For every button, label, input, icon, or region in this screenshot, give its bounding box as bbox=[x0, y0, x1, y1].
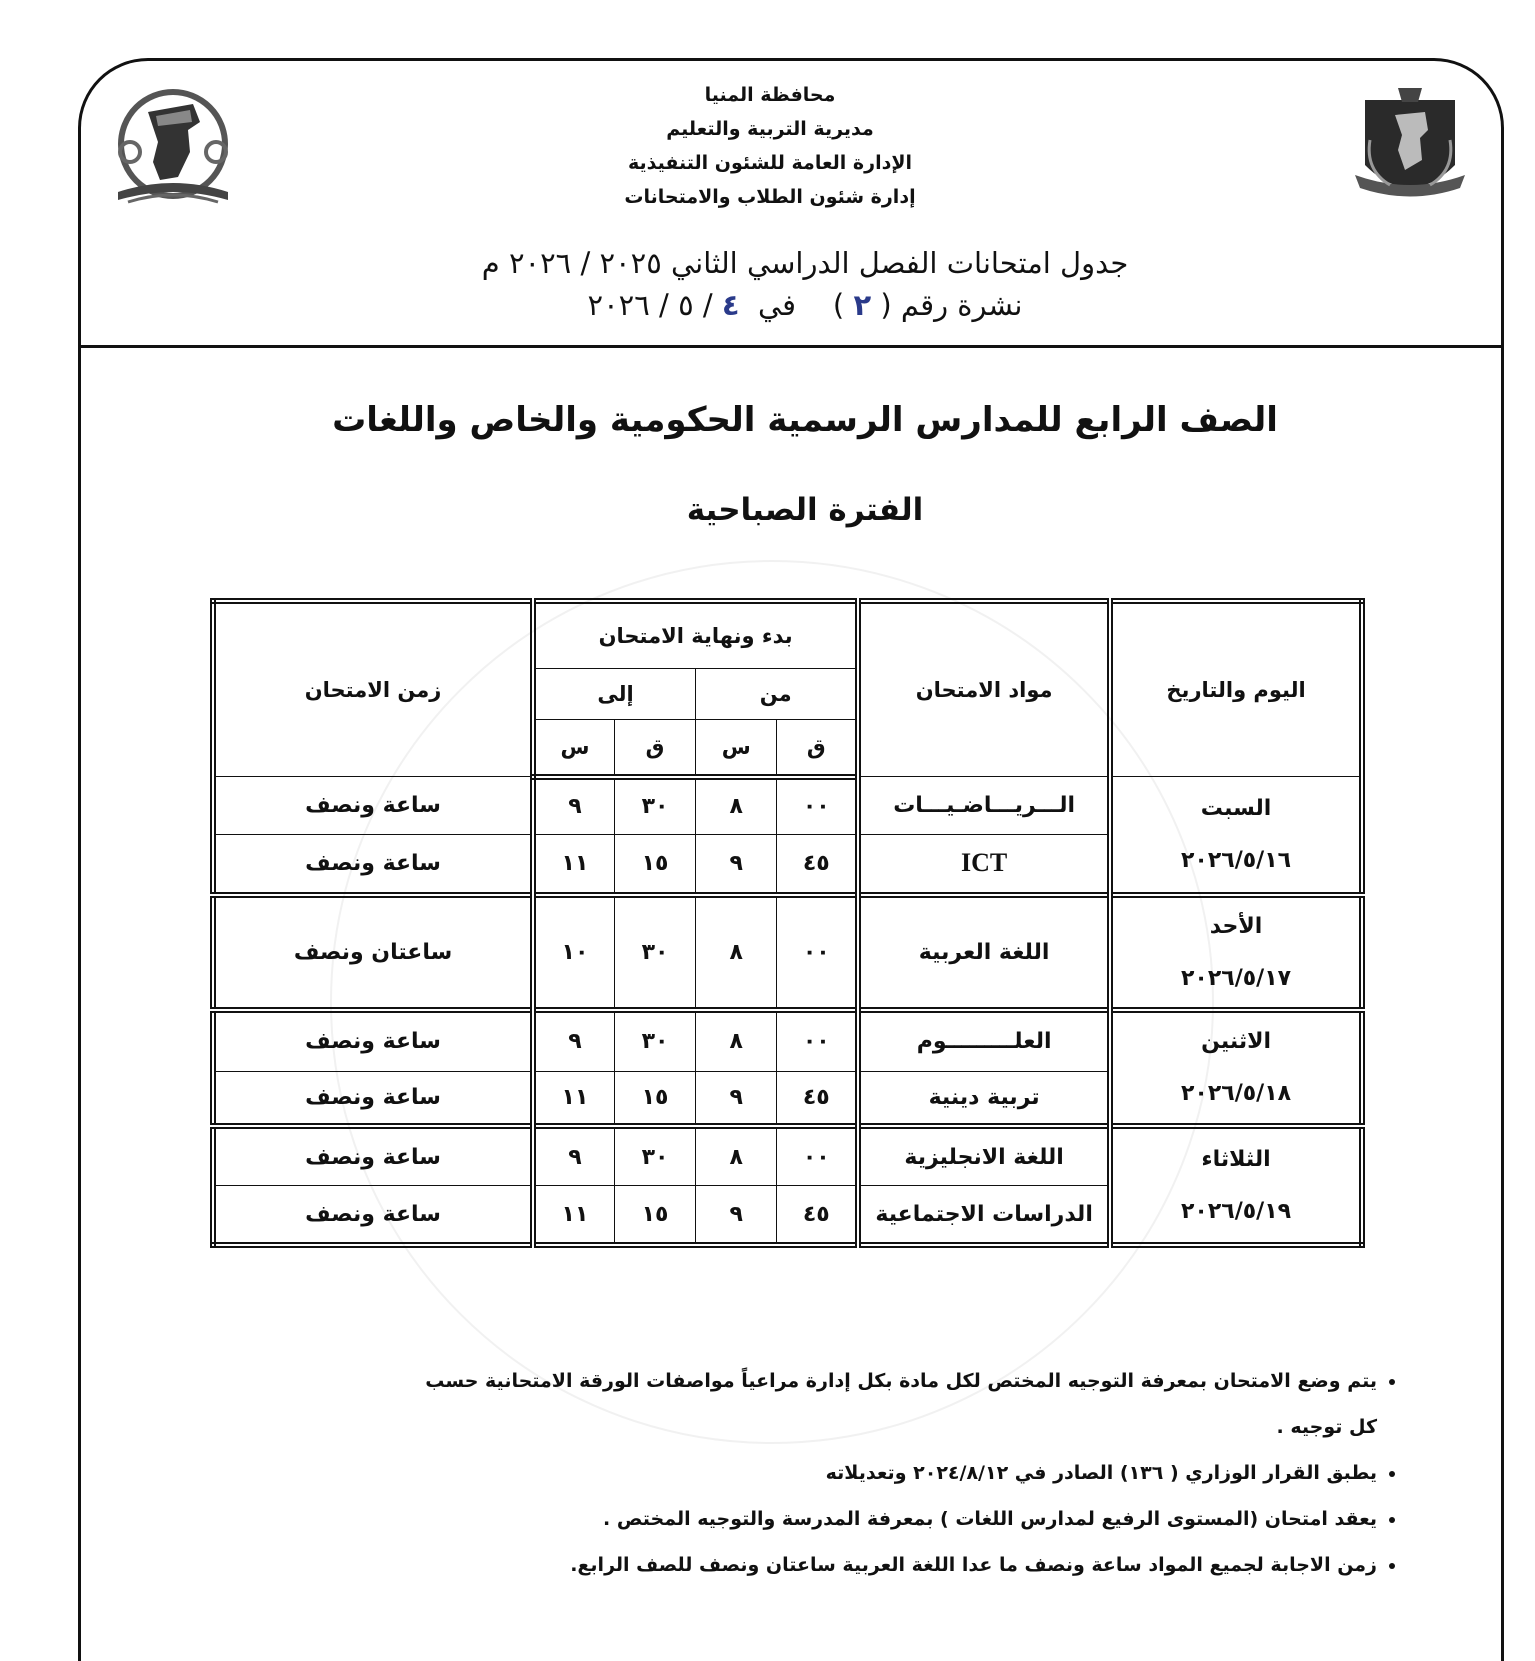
day-date-cell bbox=[1110, 1126, 1362, 1245]
bulletin-month: ٥ bbox=[678, 288, 694, 322]
from-hour-cell: ٨ bbox=[696, 895, 777, 1009]
note-item: • يعقد امتحان (المستوى الرفيع لمدارس اللغات ) بمعرفة المدرسة والتوجيه المختص . bbox=[420, 1496, 1377, 1542]
directorate-name: مديرية التربية والتعليم bbox=[666, 118, 874, 140]
to-hour-cell: ١١ bbox=[533, 1071, 614, 1126]
from-hour-cell: ٩ bbox=[696, 1071, 777, 1126]
minya-governorate-emblem-icon bbox=[1350, 80, 1470, 215]
header-to-hour: س bbox=[533, 720, 614, 777]
issuer-header bbox=[560, 78, 980, 214]
header-to-minute: ق bbox=[614, 720, 695, 777]
day-name: الثلاثاء bbox=[1201, 1146, 1271, 1172]
duration-cell: ساعتان ونصف bbox=[213, 895, 533, 1009]
header-duration: زمن الامتحان bbox=[213, 601, 533, 777]
subject-cell: تربية دينية bbox=[858, 1071, 1110, 1126]
table-row bbox=[213, 777, 1362, 834]
bulletin-line: نشرة رقم ( ٢ ) في ٤ / ٥ / ٢٠٢٦ bbox=[587, 288, 1023, 322]
in-label: في bbox=[758, 288, 797, 322]
subject-cell: الدراسات الاجتماعية bbox=[858, 1186, 1110, 1245]
duration-cell: ساعة ونصف bbox=[213, 834, 533, 895]
to-minute-cell: ٣٠ bbox=[614, 1126, 695, 1185]
day-date-cell bbox=[1110, 777, 1362, 896]
bulletin-label: نشرة رقم bbox=[900, 288, 1023, 322]
from-minute-cell: ٤٥ bbox=[777, 1186, 858, 1245]
note-item: • يطبق القرار الوزاري ( ١٣٦) الصادر في ٢٠٢٤/٨/١٢ وتعديلاته bbox=[420, 1450, 1377, 1496]
to-hour-cell: ١١ bbox=[533, 1186, 614, 1245]
header-from-minute: ق bbox=[777, 720, 858, 777]
from-minute-cell: ٤٥ bbox=[777, 1071, 858, 1126]
bulletin-day: ٤ bbox=[721, 288, 740, 322]
from-hour-cell: ٩ bbox=[696, 1186, 777, 1245]
table-row bbox=[213, 1010, 1362, 1071]
bulletin-number: ٢ bbox=[853, 288, 872, 322]
header-from: من bbox=[696, 668, 859, 719]
day-name: الاثنين bbox=[1201, 1029, 1272, 1055]
notes-section bbox=[420, 1358, 1395, 1588]
header-divider bbox=[78, 345, 1503, 348]
header-to: إلى bbox=[533, 668, 696, 719]
header-subjects: مواد الامتحان bbox=[858, 601, 1110, 777]
header-from-hour: س bbox=[696, 720, 777, 777]
title-line: جدول امتحانات الفصل الدراسي الثاني ٢٠٢٥ / ٢٠٢٦ م bbox=[481, 246, 1129, 280]
to-hour-cell: ١١ bbox=[533, 834, 614, 895]
subject-cell: اللغة العربية bbox=[858, 895, 1110, 1009]
header-start-end: بدء ونهاية الامتحان bbox=[533, 601, 858, 668]
from-minute-cell: ٠٠ bbox=[777, 1126, 858, 1185]
general-admin-name: الإدارة العامة للشئون التنفيذية bbox=[627, 152, 913, 174]
duration-cell: ساعة ونصف bbox=[213, 1071, 533, 1126]
duration-cell: ساعة ونصف bbox=[213, 1126, 533, 1185]
exam-date: ٢٠٢٦/٥/١٨ bbox=[1181, 1081, 1292, 1107]
to-minute-cell: ٣٠ bbox=[614, 1010, 695, 1071]
header-day-date: اليوم والتاريخ bbox=[1110, 601, 1362, 777]
subject-cell: العلـــــــــوم bbox=[858, 1010, 1110, 1071]
day-name: السبت bbox=[1200, 795, 1272, 821]
note-item: • يتم وضع الامتحان بمعرفة التوجيه المختص لكل مادة بكل إدارة مراعياً مواصفات الورقة الامتحانية حسب كل توجيه . bbox=[420, 1358, 1377, 1450]
table-row bbox=[213, 895, 1362, 1009]
from-hour-cell: ٨ bbox=[696, 777, 777, 834]
exam-date: ٢٠٢٦/٥/١٦ bbox=[1181, 847, 1292, 873]
to-hour-cell: ٩ bbox=[533, 1010, 614, 1071]
subject-cell: الـــريـــاضـيـــات bbox=[858, 777, 1110, 834]
to-hour-cell: ٩ bbox=[533, 1126, 614, 1185]
duration-cell: ساعة ونصف bbox=[213, 1186, 533, 1245]
to-minute-cell: ١٥ bbox=[614, 1186, 695, 1245]
from-hour-cell: ٨ bbox=[696, 1010, 777, 1071]
exam-schedule-table bbox=[210, 598, 1365, 1248]
from-minute-cell: ٠٠ bbox=[777, 777, 858, 834]
subject-cell: اللغة الانجليزية bbox=[858, 1126, 1110, 1185]
day-date-cell bbox=[1110, 1010, 1362, 1127]
from-hour-cell: ٩ bbox=[696, 834, 777, 895]
table-row bbox=[213, 1126, 1362, 1185]
subject-cell: ICT bbox=[858, 834, 1110, 895]
exam-date: ٢٠٢٦/٥/١٧ bbox=[1181, 965, 1292, 991]
day-date-cell bbox=[1110, 895, 1362, 1009]
governorate-name: محافظة المنيا bbox=[704, 84, 836, 106]
from-hour-cell: ٨ bbox=[696, 1126, 777, 1185]
to-hour-cell: ١٠ bbox=[533, 895, 614, 1009]
note-item: • زمن الاجابة لجميع المواد ساعة ونصف ما عدا اللغة العربية ساعتان ونصف للصف الرابع. bbox=[420, 1542, 1377, 1588]
day-name: الأحد bbox=[1209, 913, 1263, 939]
bulletin-year: ٢٠٢٦ bbox=[587, 288, 650, 322]
to-minute-cell: ٣٠ bbox=[614, 895, 695, 1009]
to-hour-cell: ٩ bbox=[533, 777, 614, 834]
from-minute-cell: ٤٥ bbox=[777, 834, 858, 895]
to-minute-cell: ١٥ bbox=[614, 1071, 695, 1126]
from-minute-cell: ٠٠ bbox=[777, 1010, 858, 1071]
exam-date: ٢٠٢٦/٥/١٩ bbox=[1181, 1198, 1292, 1224]
from-minute-cell: ٠٠ bbox=[777, 895, 858, 1009]
period-title: الفترة الصباحية bbox=[686, 492, 924, 528]
grade-title: الصف الرابع للمدارس الرسمية الحكومية والخاص واللغات bbox=[332, 400, 1278, 440]
duration-cell: ساعة ونصف bbox=[213, 777, 533, 834]
to-minute-cell: ١٥ bbox=[614, 834, 695, 895]
duration-cell: ساعة ونصف bbox=[213, 1010, 533, 1071]
to-minute-cell: ٣٠ bbox=[614, 777, 695, 834]
nefertiti-logo-icon bbox=[108, 82, 238, 217]
affairs-admin-name: إدارة شئون الطلاب والامتحانات bbox=[624, 186, 916, 208]
schedule-title bbox=[300, 242, 1310, 326]
